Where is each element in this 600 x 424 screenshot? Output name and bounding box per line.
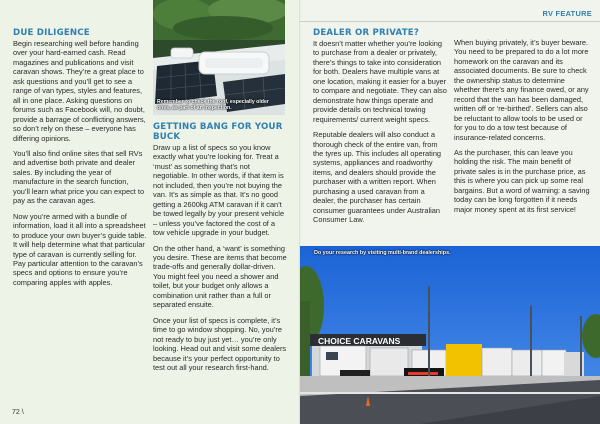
right-column-a (313, 28, 447, 231)
paragraph: Reputable dealers will also conduct a thorough check of the entire van, from the tyres up. This includes all operating systems, appliances and roadworthy items, and dealers should provide the purchaser with a written report. When purchasing a used caravan from a dealer, the purchaser has certain consumer guarantees under Australian Consumer Law. (313, 130, 442, 225)
page-number: 72 \ (12, 409, 24, 416)
dealership-sign: CHOICE CARAVANS (318, 336, 401, 346)
paragraph: Once your list of specs is complete, it’s time to go window shopping. No, you’re not ready to buy just yet… you’re only looking. Head out and visit some dealers because it’s your perfect opportunity to test out all your research first-hand. (153, 315, 287, 372)
roof-photo (153, 0, 285, 115)
dealer-or-private-heading: DEALER OR PRIVATE? (313, 28, 420, 38)
paragraph: It doesn’t matter whether you’re looking to purchase from a dealer or privately, there’s things to take into consideration for both. Dealers have multiple vans at one location, making it easier for a buyer to compare and negotiate. They can also demonstrate how things operate and provide details on technical towing requirements/ current weight specs. (313, 39, 447, 124)
middle-column (153, 122, 287, 378)
feature-tag-text: RV FEATURE (542, 9, 592, 18)
roof-photo-image (153, 0, 285, 115)
paragraph: On the other hand, a ‘want’ is something you desire. These are items that become trade-offs and generally dollar-driven. You might feel you need a shower and toilet, but your budget only allows a combination unit rather than a full or separated ensuite. (153, 243, 287, 310)
paragraph: You’ll also find online sites that sell RVs and advertise both private and dealer sales. By including the year of manufacture in the search function, you’ll learn what price you can expect to pay as the caravan ages. (13, 148, 145, 206)
paragraph: As the purchaser, this can leave you holding the risk. The main benefit of private sales is in the purchase price, as this is where you can pick up some real bargains. But a word of warning: a saving today can be long forgotten if it needs major money spent at its first service! (454, 147, 590, 214)
dealership-photo-caption: Do your research by visiting multi-brand dealerships. (314, 250, 451, 256)
paragraph: Now you’re armed with a bundle of information, load it all into a spreadsheet to produce your own buyer’s guide table. It will help determine what that particular type of caravan is currently selling for. Pay particular attention to the caravan’s specs and options to ensure you’re comparing apples with apples. (13, 211, 147, 287)
dealership-photo-image (300, 246, 600, 424)
bang-for-buck-heading: GETTING BANG FOR YOUR BUCK (153, 122, 283, 142)
left-column (13, 28, 147, 293)
due-diligence-heading: DUE DILIGENCE (13, 28, 90, 38)
paragraph: Begin researching well before handing over your hard-earned cash. Read magazines and publications and visit caravan shows. They’re a great place to ask questions and you’ll get to see a range of van types, styles and features, all in one place. Asking questions on forums such as Facebook will, no doubt, provide a barrage of conflicting answers, so don’t rely on these – everyone has differing opinions. (13, 39, 146, 143)
dealership-photo (300, 246, 600, 424)
header-rule (300, 21, 600, 22)
feature-tag (542, 9, 592, 18)
paragraph: When buying privately, it’s buyer beware. You need to be prepared to do a lot more homework on the caravan and its associated documents. Be sure to check the ownership status to determine whether there’s any finance owed, or any record that the van has been damaged, written off or ‘re-birthed’. Sellers can also be reluctant to allow tools to be used or for you to do a tow test because of insurance-related concerns. (454, 38, 589, 142)
roof-photo-caption: Remember to check the roof, especially older ones, as part of an inspection. (157, 99, 269, 112)
right-column-b (454, 38, 592, 220)
paragraph: Draw up a list of specs so you know exactly what you’re looking for. Treat a ‘must’ as something that’s not negotiable. In other words, if that item is not included, then you’re not buying the van. It’s as simple as that. It’s no good getting a 2600kg ATM caravan if it can’t be towed legally by your present vehicle – unless you’ve factored the cost of a tow vehicle upgrade in your budget. (153, 143, 285, 238)
